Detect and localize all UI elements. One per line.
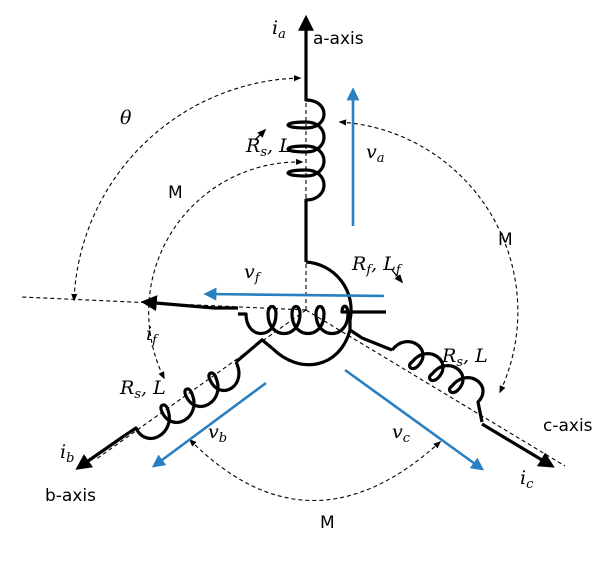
vb-label: $v_b$ — [208, 421, 228, 446]
c-axis-current-arrow — [482, 424, 552, 466]
mutual-label-bc: M — [320, 513, 335, 533]
a-phase-winding — [288, 96, 324, 262]
b-axis-current-arrow — [78, 436, 124, 468]
ia-label: $i_a$ — [272, 17, 286, 42]
b-axis-label: b-axis — [45, 486, 96, 506]
c-axis-label: c-axis — [543, 416, 593, 436]
theta-label: θ — [120, 107, 132, 129]
mutual-label-ab: M — [168, 183, 183, 203]
a-axis-label: a-axis — [313, 29, 364, 49]
ib-label: $i_b$ — [60, 441, 75, 466]
rotor-arc-bottom — [272, 330, 350, 365]
ic-label: $i_c$ — [520, 467, 534, 492]
mutual-arc-bc — [190, 440, 440, 501]
vf-voltage-arrow — [206, 294, 384, 296]
impedance-c-label: $R_s$, L — [442, 345, 488, 370]
va-label: $v_a$ — [366, 141, 385, 166]
mutual-label-ac: M — [498, 230, 513, 250]
impedance-a-label: $R_s$, L — [246, 135, 292, 160]
impedance-f-label: $R_f$, $L_f$ — [352, 253, 401, 278]
vf-label: $v_f$ — [244, 261, 260, 286]
if-label: $i_f$ — [146, 323, 157, 348]
field-current-arrow — [144, 302, 214, 308]
vc-label: $v_c$ — [392, 421, 411, 446]
theta-arc — [74, 78, 300, 300]
impedance-b-label: $R_s$, L — [120, 377, 166, 402]
b-phase-winding — [124, 362, 239, 438]
b-phase-lead — [236, 340, 272, 362]
c-axis-reference — [306, 310, 565, 466]
field-winding — [238, 306, 386, 333]
